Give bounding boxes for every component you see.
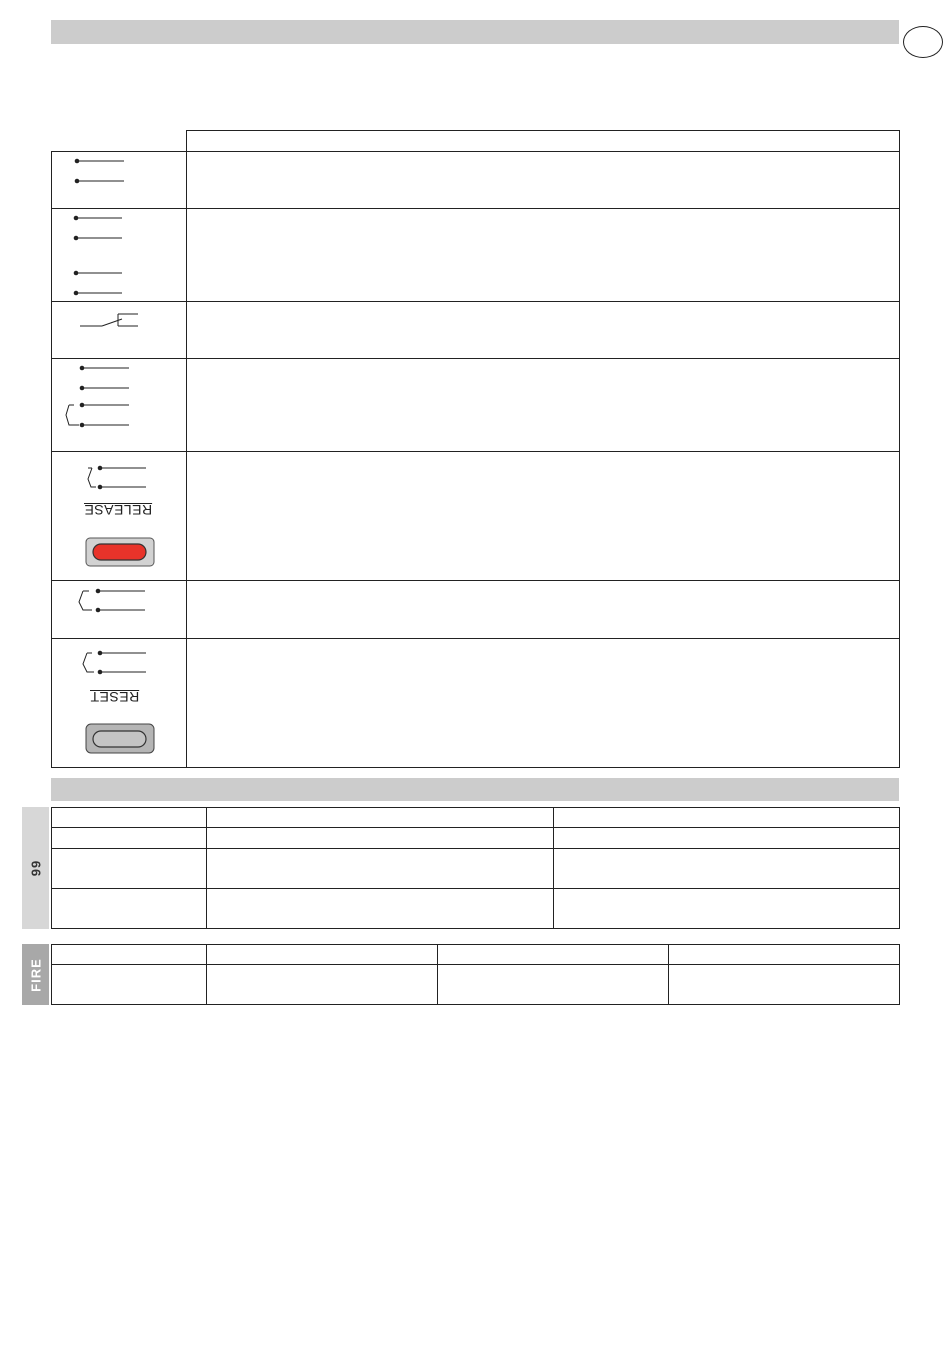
table-cell [207, 965, 438, 1005]
reset-label: RESET [90, 689, 140, 705]
table-cell [52, 849, 207, 889]
header-symbol-cell [52, 131, 187, 152]
description-cell [187, 302, 900, 359]
table-cell [669, 965, 900, 1005]
release-label: RELEASE [84, 502, 153, 518]
relay-contact-icon [52, 302, 187, 358]
tab-99 [22, 807, 49, 929]
four-terminal-switch-icon [52, 359, 187, 451]
two-terminal-icon [52, 152, 187, 208]
table-cell [554, 828, 900, 849]
description-cell [187, 152, 900, 209]
table-cell [52, 945, 207, 965]
symbol-cell [52, 152, 187, 209]
table-cell [554, 808, 900, 828]
symbol-cell [52, 359, 187, 452]
description-cell [187, 452, 900, 581]
description-cell [187, 359, 900, 452]
table-cell [669, 945, 900, 965]
language-badge [903, 26, 943, 58]
table-99 [51, 807, 900, 929]
symbol-cell [52, 302, 187, 359]
description-cell [187, 209, 900, 302]
table-cell [52, 808, 207, 828]
symbol-cell [52, 452, 187, 581]
symbol-cell [52, 209, 187, 302]
table-cell [207, 945, 438, 965]
symbol-cell [52, 581, 187, 639]
table-cell [207, 808, 554, 828]
symbol-cell [52, 639, 187, 768]
switch-terminal-icon [52, 581, 187, 638]
tab-fire [22, 944, 49, 1005]
four-terminal-icon [52, 209, 187, 301]
table-cell [207, 828, 554, 849]
tab-fire-label: FIRE [28, 957, 43, 992]
table-cell [438, 965, 669, 1005]
table-cell [207, 889, 554, 929]
table-cell [52, 889, 207, 929]
table-cell [438, 945, 669, 965]
header-description-cell [187, 131, 900, 152]
description-cell [187, 581, 900, 639]
table-fire [51, 944, 900, 1005]
table-cell [52, 965, 207, 1005]
table-cell [52, 828, 207, 849]
table-cell [207, 849, 554, 889]
section-header-bar [51, 778, 899, 801]
contact-symbol-table [51, 130, 900, 768]
description-cell [187, 639, 900, 768]
table-cell [554, 889, 900, 929]
tab-99-label: 99 [28, 859, 43, 877]
table-cell [554, 849, 900, 889]
section-header-bar [51, 20, 899, 44]
